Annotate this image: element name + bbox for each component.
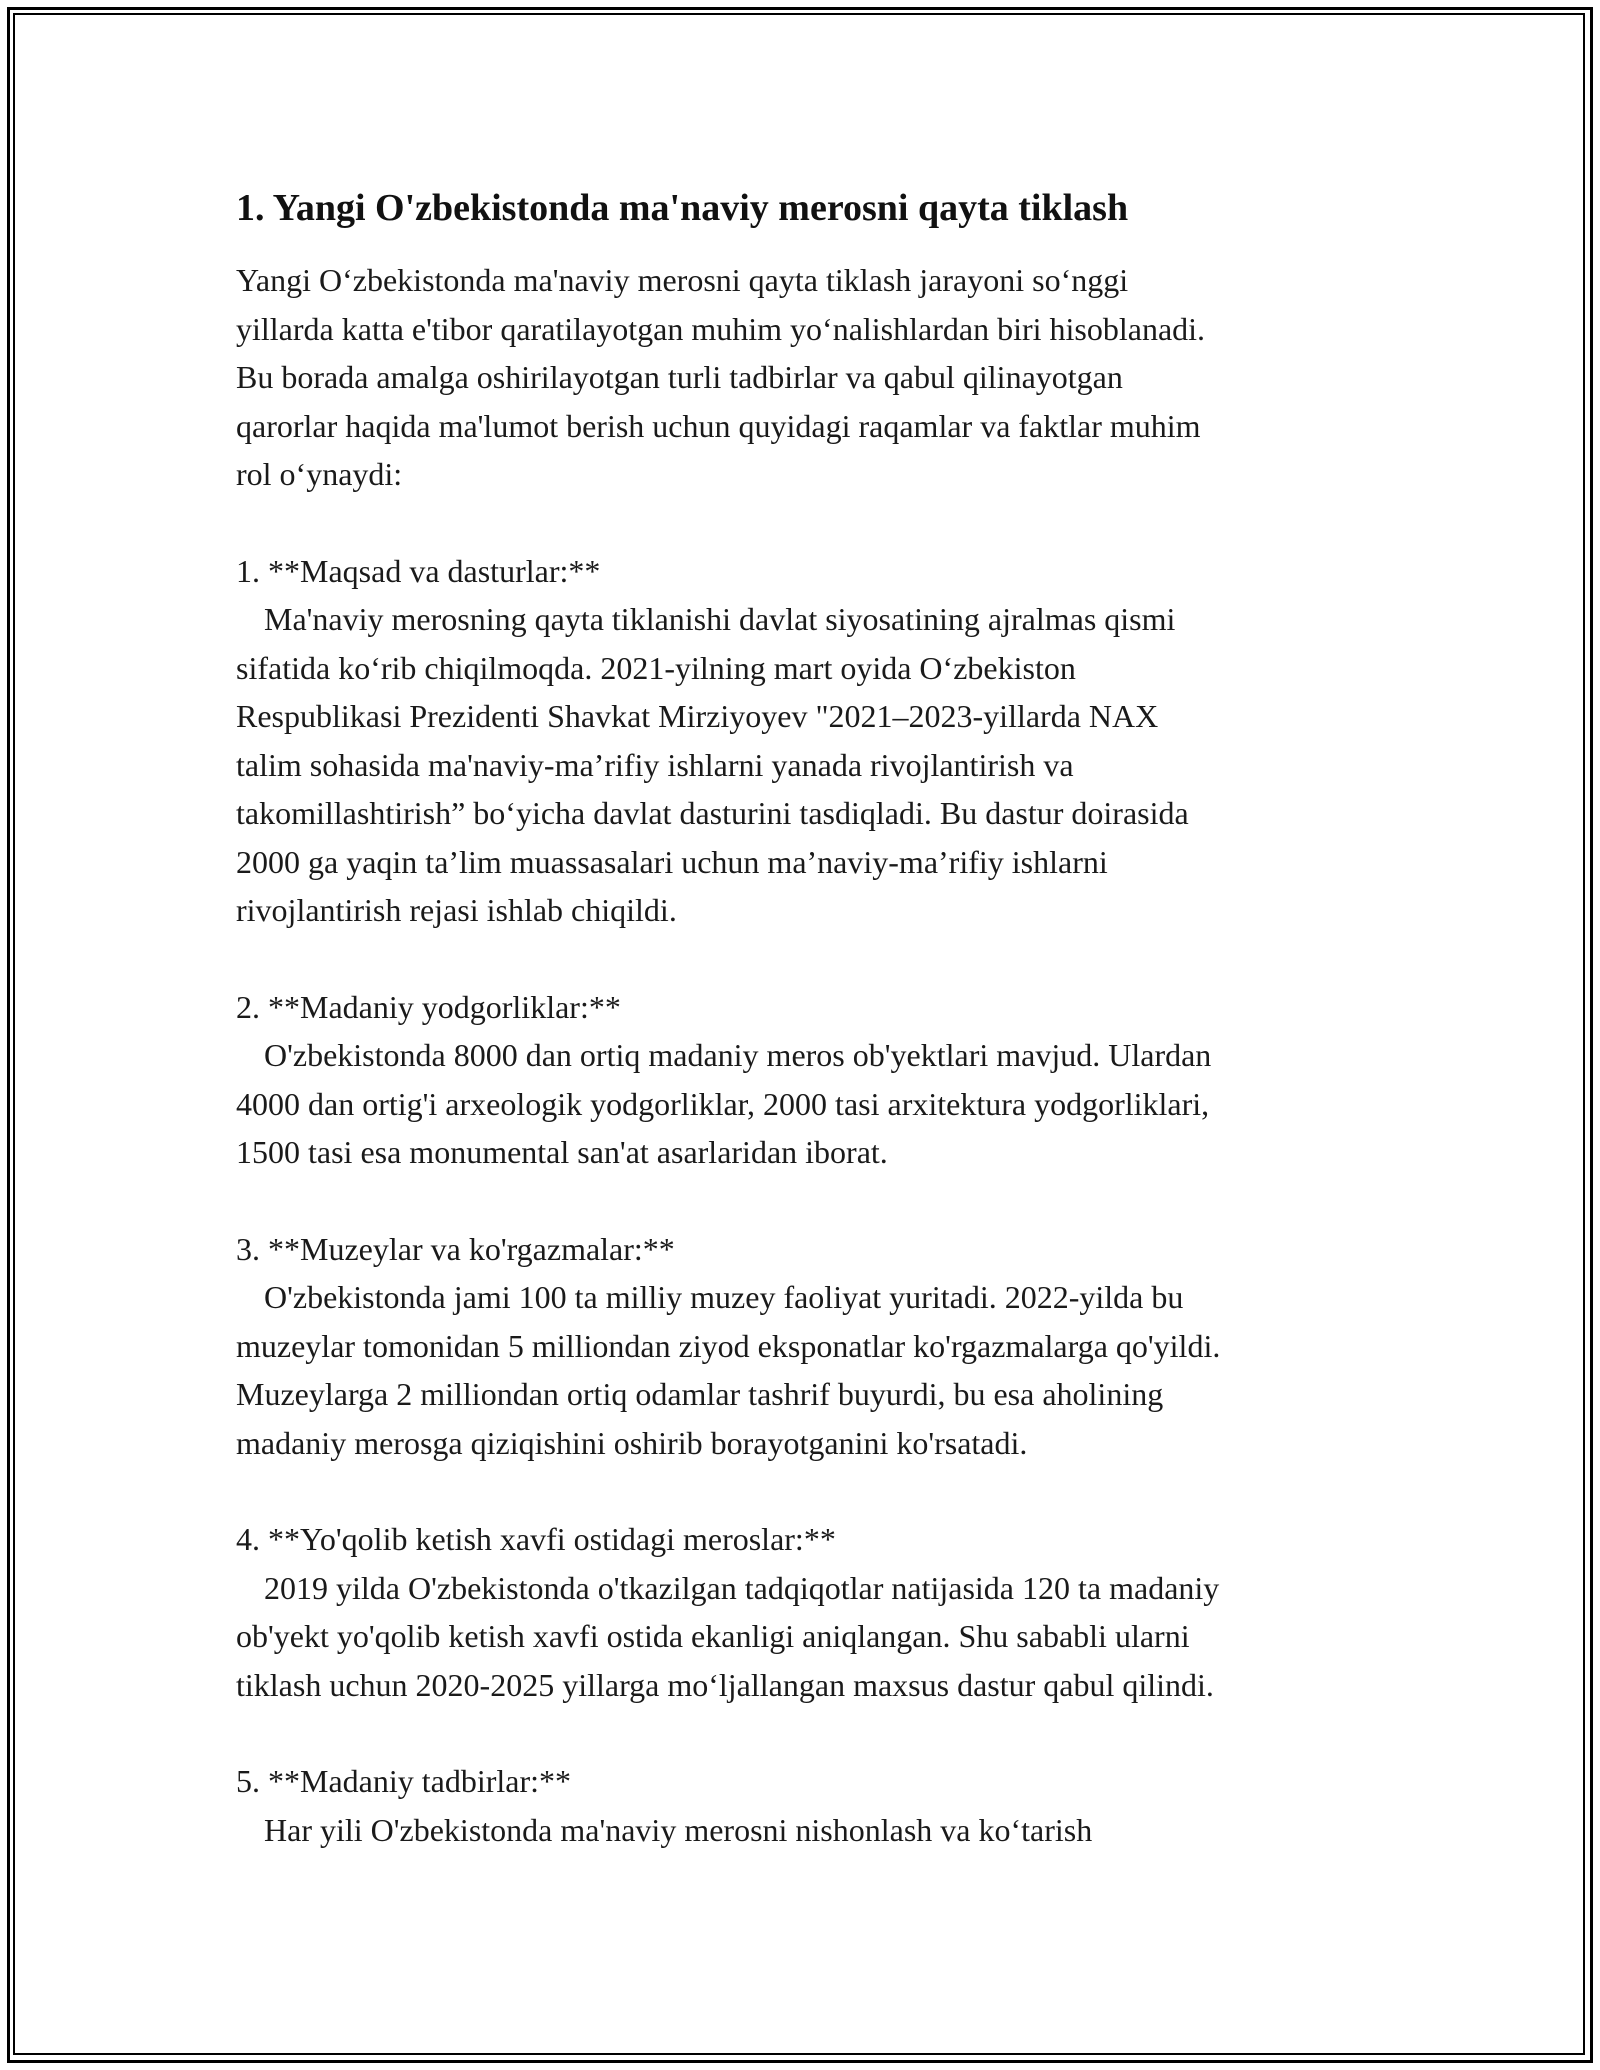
section-body: O'zbekistonda 8000 dan ortiq madaniy meros ob'yektlari mavjud. Ulardan 4000 dan ortig'i arxeologik yodgorliklar, 2000 tasi arxitektura yodgorliklari, 1500 tasi esa monumental san'at asarlaridan iborat. xyxy=(236,1037,1212,1170)
section-body: 2019 yilda O'zbekistonda o'tkazilgan tadqiqotlar natijasida 120 ta madaniy ob'yekt yo'qolib ketish xavfi ostida ekanligi aniqlangan. Shu sababli ularni tiklash uchun 2020-2025 yillarga mo‘ljallangan maxsus dastur qabul qilindi. xyxy=(236,1569,1220,1703)
intro-paragraph: Yangi O‘zbekistonda ma'naviy merosni qayta tiklash jarayoni so‘nggi yillarda katta e'tibor qaratilayotgan muhim yo‘nalishlardan biri hisoblanadi. Bu borada amalga oshirilayotgan turli tadbirlar va qabul qilinayotgan qarorlar haqida ma'lumot berish uchun quyidagi raqamlar va faktlar muhim rol o‘ynaydi: xyxy=(236,262,1206,492)
section-yoqolib-ketish-xavfi xyxy=(236,1515,1386,1709)
document-page xyxy=(236,178,1386,1902)
section-heading: 2. **Madaniy yodgorliklar:** xyxy=(236,988,621,1025)
section-heading: 1. **Maqsad va dasturlar:** xyxy=(236,552,601,589)
section-madaniy-yodgorliklar xyxy=(236,983,1386,1177)
section-heading: 3. **Muzeylar va ko'rgazmalar:** xyxy=(236,1230,675,1267)
section-muzeylar-va-korgazmalar xyxy=(236,1225,1386,1468)
document-title: 1. Yangi O'zbekistonda ma'naviy merosni qayta tiklash xyxy=(236,187,1129,229)
section-body: O'zbekistonda jami 100 ta milliy muzey faoliyat yuritadi. 2022-yilda bu muzeylar tomonidan 5 milliondan ziyod eksponatlar ko'rgazmalarga qo'yildi. Muzeylarga 2 milliondan ortiq odamlar tashrif buyurdi, bu esa aholining madaniy merosga qiziqishini oshirib borayotganini ko'rsatadi. xyxy=(236,1279,1221,1461)
section-madaniy-tadbirlar xyxy=(236,1757,1386,1854)
section-maqsad-va-dasturlar xyxy=(236,547,1386,935)
section-heading: 4. **Yo'qolib ketish xavfi ostidagi meroslar:** xyxy=(236,1521,836,1557)
section-body: Ma'naviy merosning qayta tiklanishi davlat siyosatining ajralmas qismi sifatida ko‘rib chiqilmoqda. 2021-yilning mart oyida O‘zbekiston Respublikasi Prezidenti Shavkat Mirziyoyev "2021–2023-yillarda NAX talim sohasida ma'naviy-ma’rifiy ishlarni yanada rivojlantirish va takomillashtirish” bo‘yicha davlat dasturini tasdiqladi. Bu dastur doirasida 2000 ga yaqin ta’lim muassasalari uchun ma’naviy-ma’rifiy ishlarni rivojlantirish rejasi ishlab chiqildi. xyxy=(236,601,1189,928)
section-body: Har yili O'zbekistonda ma'naviy merosni nishonlash va ko‘tarish xyxy=(264,1811,1093,1848)
section-heading: 5. **Madaniy tadbirlar:** xyxy=(236,1763,572,1799)
